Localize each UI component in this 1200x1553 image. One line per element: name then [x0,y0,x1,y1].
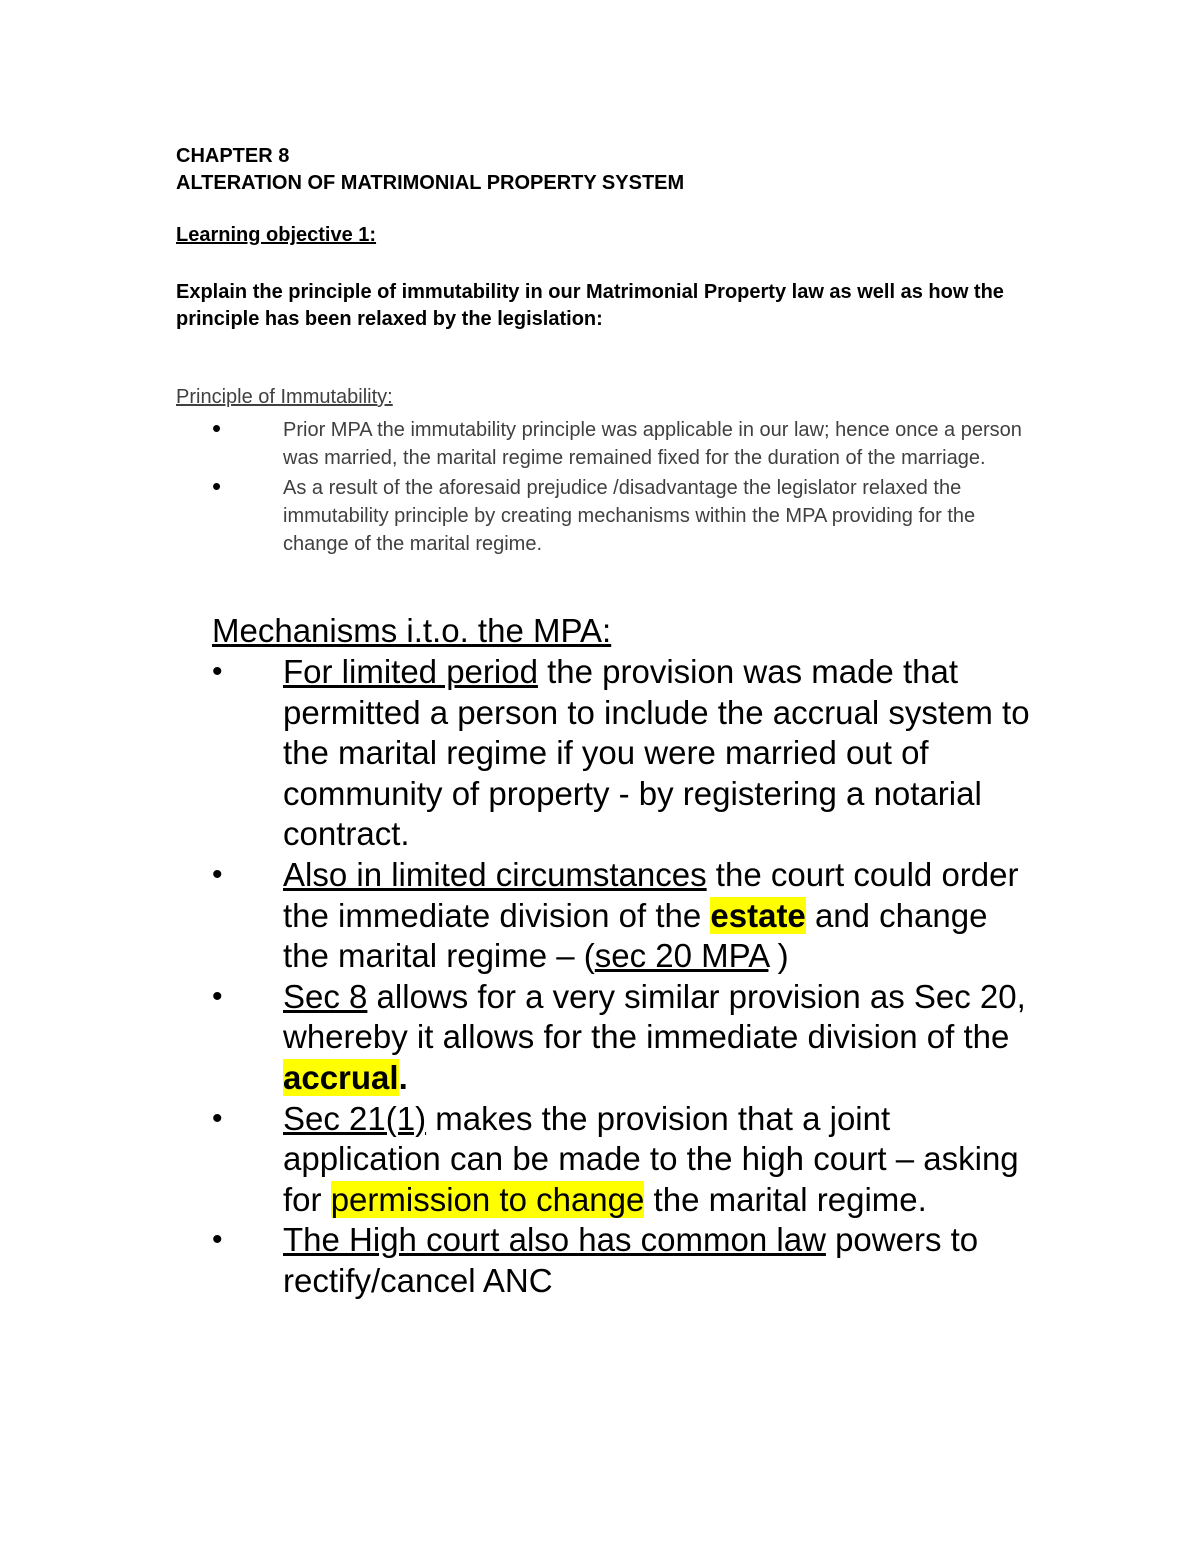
highlighted-term: accrual [283,1058,399,1096]
bullet-icon: • [212,1101,223,1135]
principle-title: Principle of Immutability: [176,386,393,408]
highlighted-term: estate [710,896,806,934]
section-reference: sec 20 MPA [594,937,769,975]
principle-list [176,413,1036,560]
item-text: powers to rectify/cancel ANC [283,1221,979,1299]
item-text: the court could order the immediate division of the [283,855,1019,934]
item-text: allows for a very similar provision as Sec 20, whereby it allows for the immediate division of the [283,977,1026,1056]
item-text: ) [768,937,789,975]
list-item [212,1220,1042,1301]
list-item [212,652,1042,855]
list-item [212,855,1042,977]
item-text: . [398,1058,408,1096]
list-item [212,977,1042,1099]
bullet-icon: • [212,857,223,891]
highlighted-term: permission to change [330,1180,645,1218]
list-item [176,471,1036,558]
learning-objective-label: Learning objective 1: [176,224,377,246]
underlined-term: Sec 21(1) [283,1099,427,1137]
mechanisms-title: Mechanisms i.t.o. the MPA: [212,612,612,649]
principle-item-text: Prior MPA the immutability principle was applicable in our law; hence once a person was married, the marital regime remained fixed for the duration of the marriage. [283,419,1022,469]
mechanisms-list [212,652,1042,1302]
underlined-term: For limited period [283,653,538,690]
learning-objective-text: Explain the principle of immutability in our Matrimonial Property law as well as how the principle has been relaxed by the legislation: [176,281,1004,330]
item-text: makes the provision that a joint application can be made to the high court – asking for [283,1099,1019,1218]
bullet-icon: • [212,1223,223,1257]
item-text: the marital regime. [644,1180,927,1218]
chapter-title: ALTERATION OF MATRIMONIAL PROPERTY SYSTEM [176,172,685,194]
item-text: the provision was made that permitted a person to include the accrual system to the marital regime if you were married out of community of property - by registering a notarial contract. [283,653,1030,853]
underlined-term: Sec 8 [283,977,368,1015]
list-item [176,413,1036,472]
principle-item-text: As a result of the aforesaid prejudice /disadvantage the legislator relaxed the immutability principle by creating mechanisms within the MPA providing for the change of the marital regime. [283,477,976,555]
list-item [212,1099,1042,1221]
item-text: and change the marital regime – ( [283,896,988,975]
bullet-icon: • [212,471,222,501]
bullet-icon: • [212,413,222,443]
underlined-term: Also in limited circumstances [283,855,707,893]
bullet-icon: • [212,979,223,1013]
underlined-term: The High court also has common law [283,1221,826,1259]
chapter-heading: CHAPTER 8 [176,145,290,167]
bullet-icon: • [212,655,223,688]
